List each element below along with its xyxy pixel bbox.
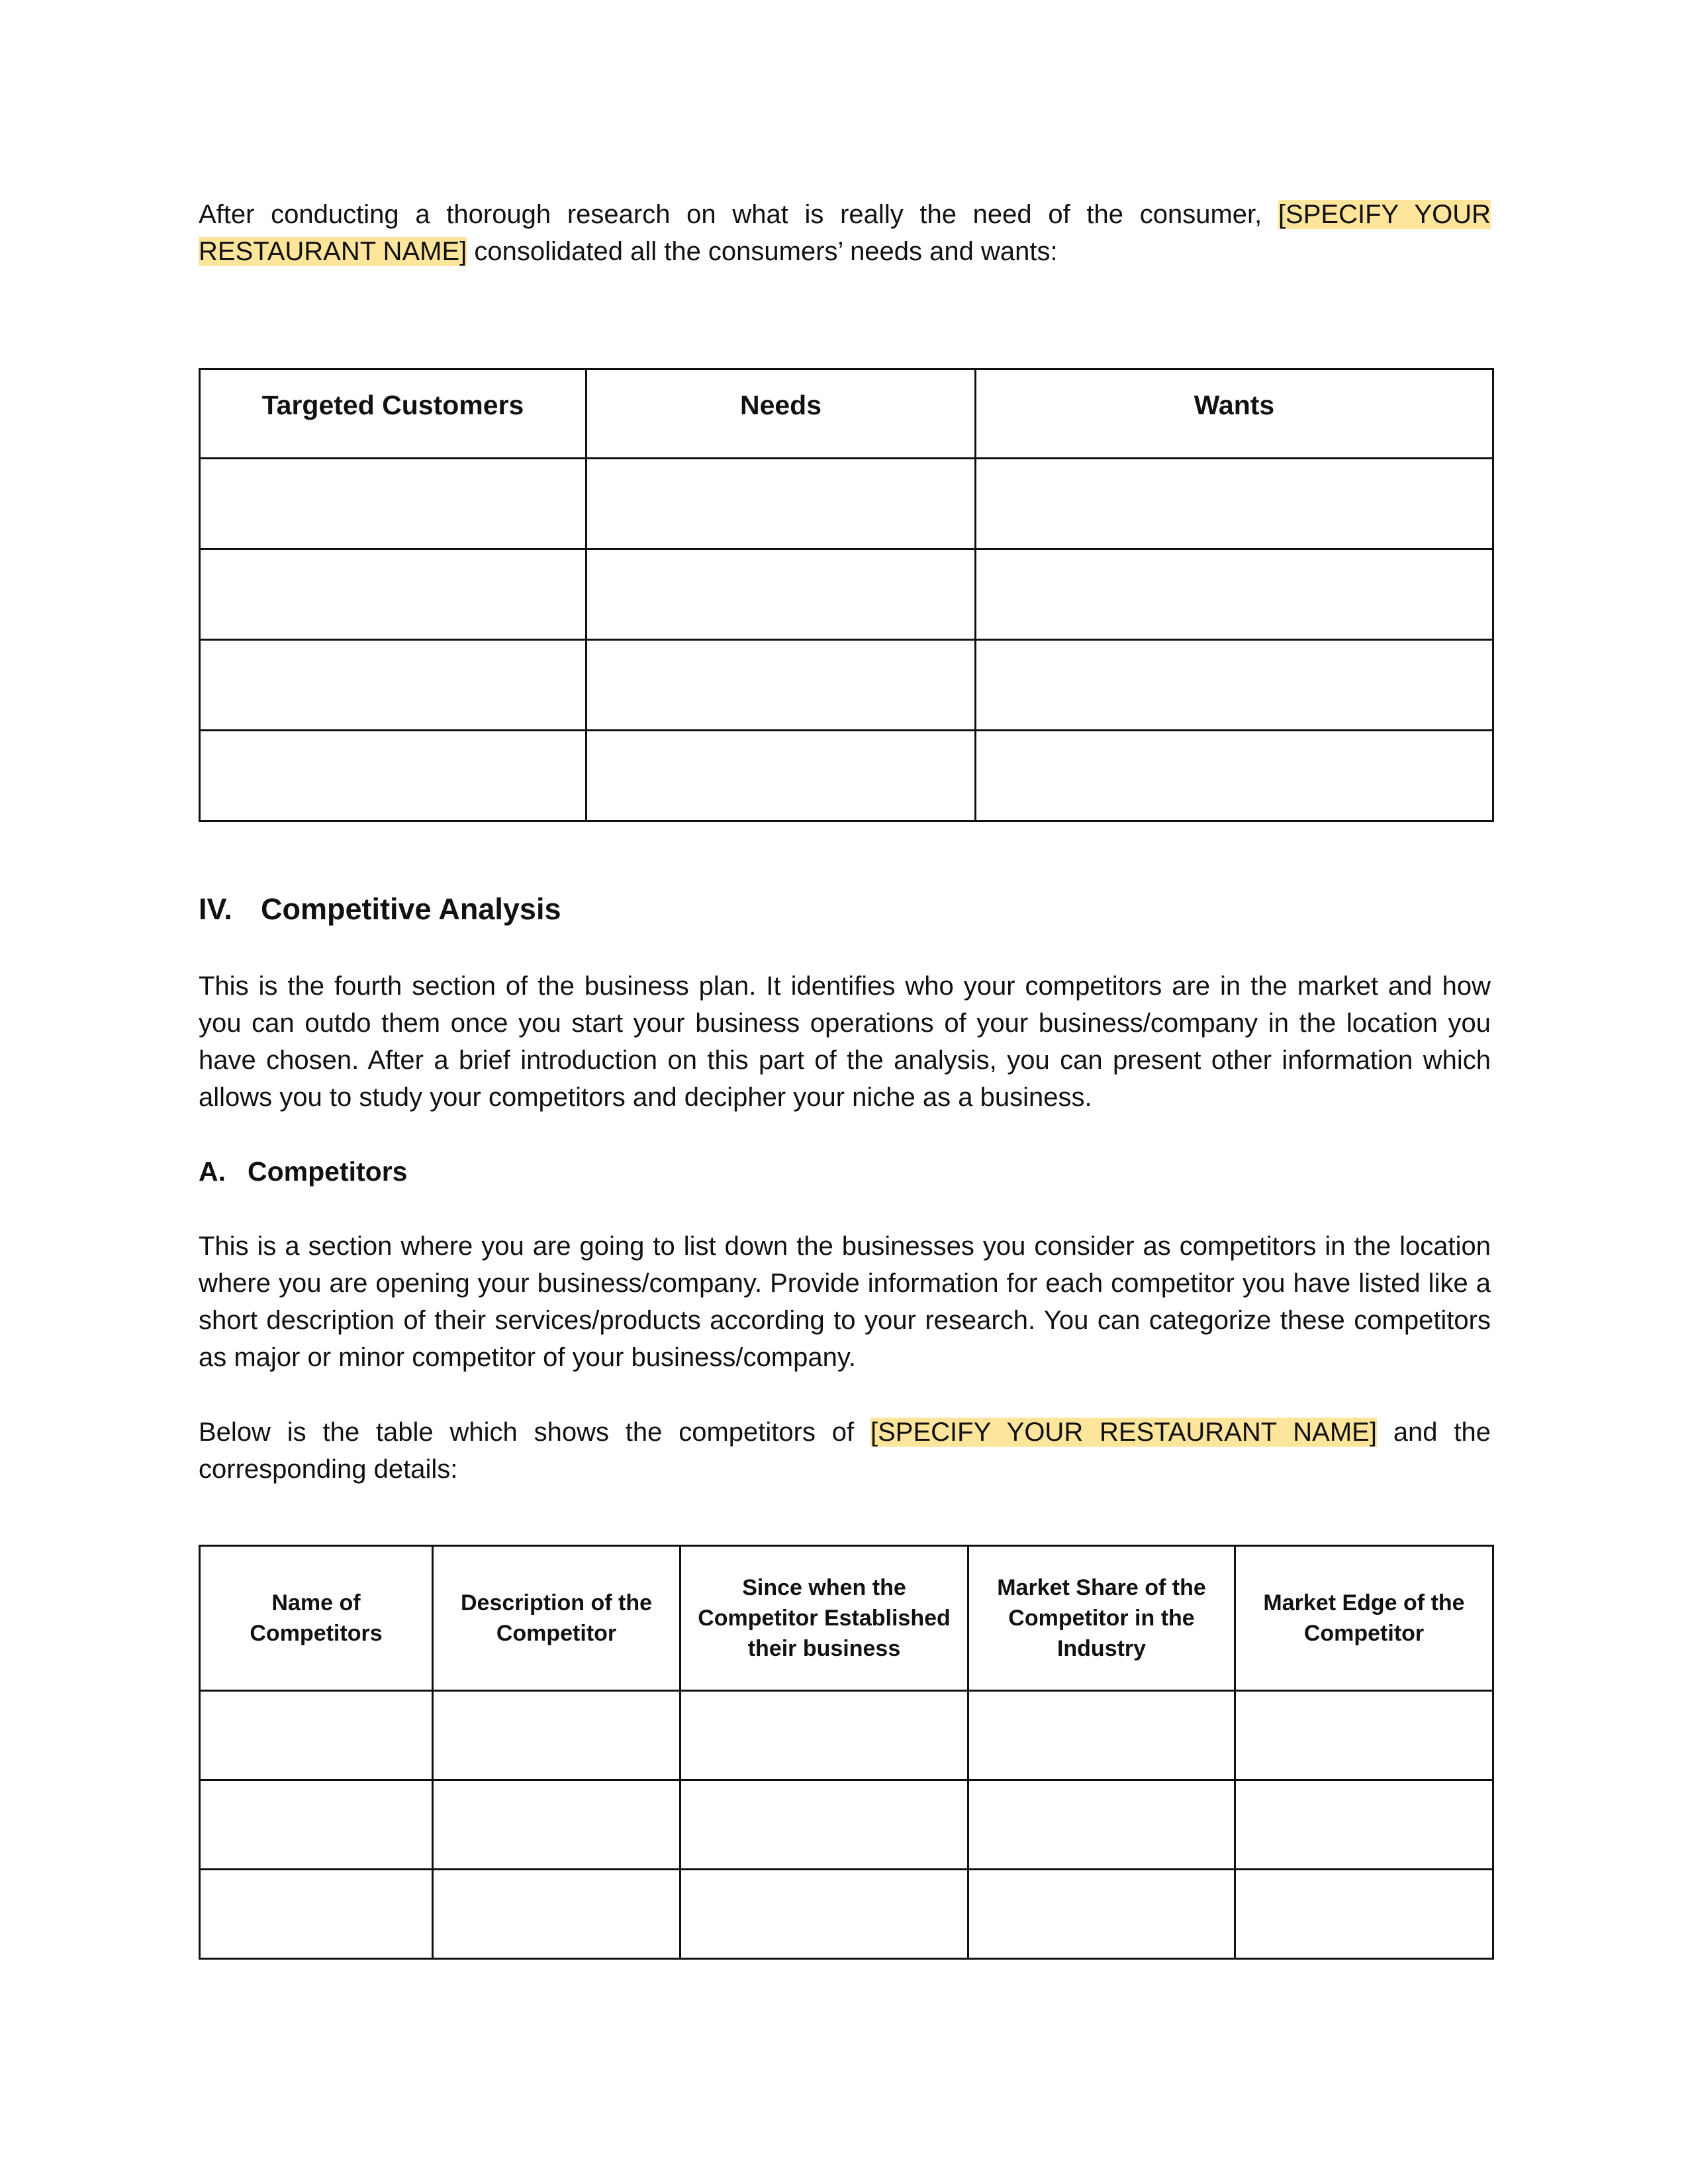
table-intro-before: Below is the table which shows the competitors of — [199, 1418, 870, 1447]
header-targeted-customers: Targeted Customers — [200, 369, 586, 459]
table-cell[interactable] — [1235, 1780, 1493, 1870]
competitors-table — [199, 1545, 1494, 1960]
table-cell[interactable] — [968, 1691, 1235, 1780]
section-number: IV. — [199, 892, 232, 926]
section-heading-competitive-analysis — [199, 891, 561, 928]
table-cell[interactable] — [976, 459, 1493, 549]
table-cell[interactable] — [433, 1691, 680, 1780]
table-cell[interactable] — [586, 640, 976, 731]
table-cell[interactable] — [586, 549, 976, 640]
table-cell[interactable] — [586, 731, 976, 821]
table-cell[interactable] — [976, 640, 1493, 731]
table-row — [200, 1870, 1493, 1959]
table-header-row — [200, 1546, 1493, 1691]
table-header-row — [200, 369, 1493, 459]
table-cell[interactable] — [680, 1780, 968, 1870]
table-cell[interactable] — [976, 731, 1493, 821]
table-cell[interactable] — [200, 1870, 433, 1959]
table-cell[interactable] — [433, 1870, 680, 1959]
table-cell[interactable] — [200, 1780, 433, 1870]
table-cell[interactable] — [200, 1691, 433, 1780]
table-cell[interactable] — [680, 1691, 968, 1780]
intro-paragraph — [199, 196, 1491, 270]
table-cell[interactable] — [968, 1780, 1235, 1870]
subsection-heading-competitors — [199, 1153, 407, 1190]
section-title: Competitive Analysis — [261, 892, 561, 926]
subsection-letter: A. — [199, 1156, 226, 1187]
header-wants: Wants — [976, 369, 1493, 459]
table-row — [200, 1780, 1493, 1870]
table-cell[interactable] — [680, 1870, 968, 1959]
competitive-analysis-paragraph: This is the fourth section of the business plan. It identifies who your competitors are in the market and how you can outdo them once you start your business operations of your business/company in the location you have chosen. After a brief introduction on this part of the analysis, you can present other information which allows you to study your competitors and decipher your niche as a business. — [199, 972, 1491, 1112]
table-intro-paragraph — [199, 1414, 1491, 1488]
intro-text-before: After conducting a thorough research on what is really the need of the consumer, — [199, 200, 1278, 229]
header-market-edge: Market Edge of the Competitor — [1235, 1546, 1493, 1691]
table-cell[interactable] — [1235, 1691, 1493, 1780]
table-cell[interactable] — [586, 459, 976, 549]
restaurant-name-placeholder: [SPECIFY YOUR RESTAURANT NAME] — [199, 200, 1491, 266]
table-cell[interactable] — [433, 1780, 680, 1870]
table-cell[interactable] — [200, 640, 586, 731]
header-needs: Needs — [586, 369, 976, 459]
intro-text-after: consolidated all the consumers’ needs and wants: — [467, 237, 1058, 266]
table-cell[interactable] — [200, 459, 586, 549]
table-cell[interactable] — [968, 1870, 1235, 1959]
table-cell[interactable] — [200, 549, 586, 640]
header-name-of-competitors: Name of Competitors — [200, 1546, 433, 1691]
table-row — [200, 640, 1493, 731]
table-cell[interactable] — [200, 731, 586, 821]
needs-wants-table — [199, 368, 1494, 822]
competitors-paragraph: This is a section where you are going to list down the businesses you consider as competitors in the location where you are opening your business/company. Provide information for each competitor you have listed like a short description of their services/products according to your research. You can categorize these competitors as major or minor competitor of your business/company. — [199, 1232, 1491, 1372]
table-row — [200, 459, 1493, 549]
table-row — [200, 549, 1493, 640]
table-cell[interactable] — [1235, 1870, 1493, 1959]
table-row — [200, 1691, 1493, 1780]
header-since-established: Since when the Competitor Established their business — [680, 1546, 968, 1691]
table-row — [200, 731, 1493, 821]
subsection-title: Competitors — [248, 1156, 408, 1187]
header-description: Description of the Competitor — [433, 1546, 680, 1691]
table-cell[interactable] — [976, 549, 1493, 640]
table-intro-after: and the corresponding details: — [199, 1418, 1491, 1484]
header-market-share: Market Share of the Competitor in the Industry — [968, 1546, 1235, 1691]
restaurant-name-placeholder: [SPECIFY YOUR RESTAURANT NAME] — [870, 1418, 1377, 1447]
